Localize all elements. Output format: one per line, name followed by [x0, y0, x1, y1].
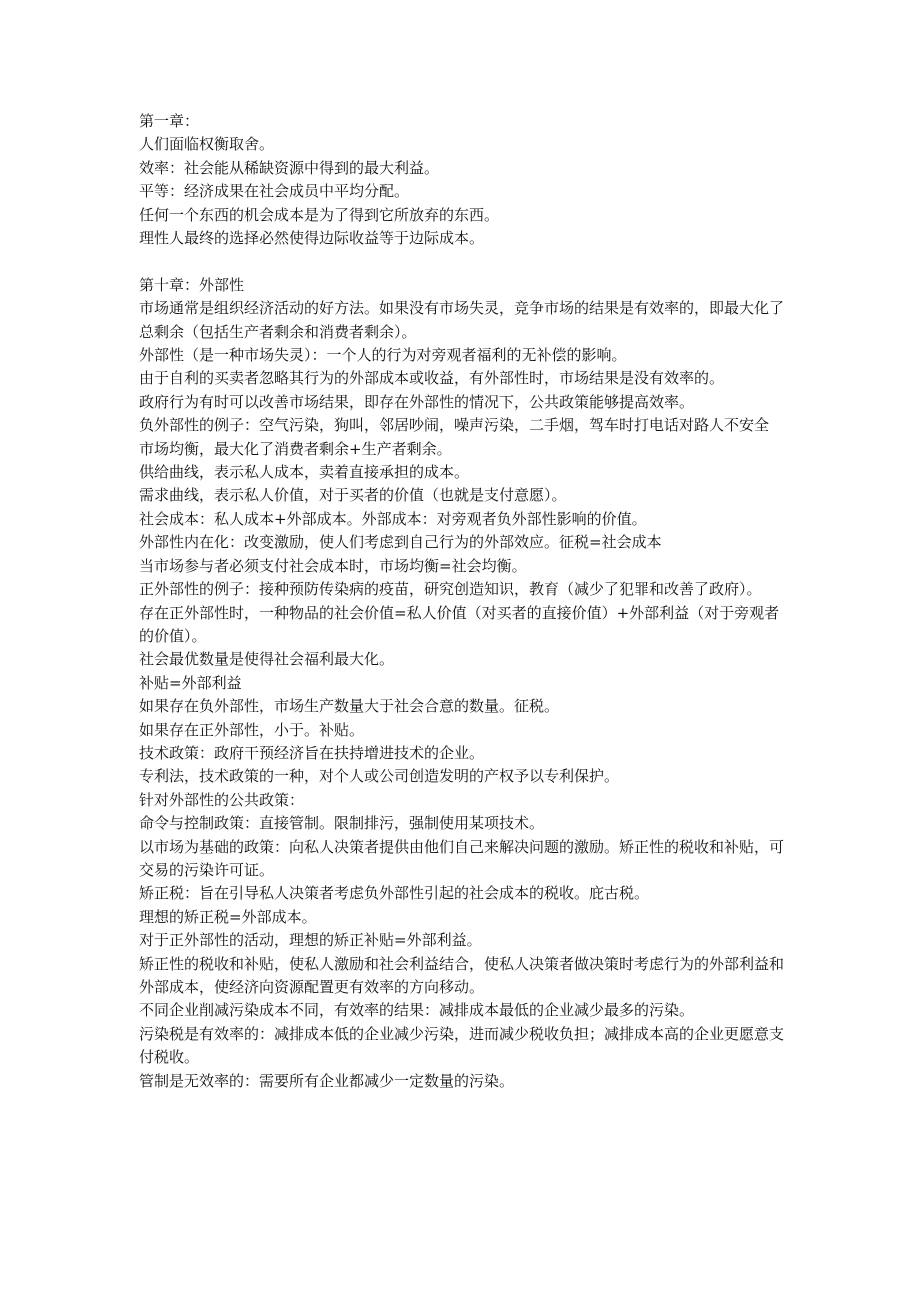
- chapter-10-line: 技术政策：政府干预经济旨在扶持增进技术的企业。: [139, 743, 485, 762]
- chapter-10-line: 矫正税：旨在引导私人决策者考虑负外部性引起的社会成本的税收。庇古税。: [139, 884, 650, 903]
- chapter-1-line: 理性人最终的选择必然使得边际收益等于边际成本。: [139, 229, 485, 248]
- document-body: [139, 110, 789, 1093]
- chapter-10-line: 需求曲线，表示私人价值，对于买者的价值（也就是支付意愿）。: [139, 486, 567, 505]
- chapter-1-line: 平等：经济成果在社会成员中平均分配。: [139, 182, 410, 201]
- chapter-10-line: 社会最优数量是使得社会福利最大化。: [139, 650, 395, 669]
- chapter-10-line: 市场均衡，最大化了消费者剩余+生产者剩余。: [139, 439, 452, 458]
- chapter-1-heading: 第一章：: [139, 112, 200, 130]
- chapter-10-line: 市场通常是组织经济活动的好方法。如果没有市场失灵，竞争市场的结果是有效率的，即最大化了总剩余（包括生产者剩余和消费者剩余）。: [139, 299, 785, 341]
- chapter-10-line: 由于自利的买卖者忽略其行为的外部成本或收益，有外部性时，市场结果是没有效率的。: [139, 369, 725, 388]
- chapter-10-line: 针对外部性的公共政策：: [139, 790, 305, 809]
- chapter-10-line: 专利法，技术政策的一种，对个人或公司创造发明的产权予以专利保护。: [139, 767, 620, 786]
- chapter-10-line: 补贴=外部利益: [139, 673, 242, 692]
- chapter-10-line: 供给曲线，表示私人成本，卖着直接承担的成本。: [139, 463, 470, 482]
- chapter-10-line: 管制是无效率的：需要所有企业都减少一定数量的污染。: [139, 1071, 515, 1090]
- chapter-10-line: 污染税是有效率的：减排成本低的企业减少污染，进而减少税收负担；减排成本高的企业更愿意支付税收。: [139, 1024, 785, 1067]
- chapter-10-line: 矫正性的税收和补贴，使私人激励和社会利益结合，使私人决策者做决策时考虑行为的外部利益和外部成本，使经济向资源配置更有效率的方向移动。: [139, 954, 785, 997]
- chapter-10-line: 存在正外部性时，一种物品的社会价值=私人价值（对买者的直接价值）+外部利益（对于旁观者的价值）。: [139, 603, 780, 645]
- chapter-10-line: 如果存在正外部性，小于。补贴。: [139, 720, 365, 739]
- section-spacer: [139, 250, 789, 273]
- chapter-10-line: 对于正外部性的活动，理想的矫正补贴=外部利益。: [139, 931, 482, 950]
- chapter-1-line: 人们面临权衡取舍。: [139, 135, 275, 154]
- chapter-10-line: 当市场参与者必须支付社会成本时，市场均衡=社会均衡。: [139, 556, 527, 575]
- chapter-10-line: 如果存在负外部性，市场生产数量大于社会合意的数量。征税。: [139, 697, 560, 716]
- chapter-10-line: 以市场为基础的政策：向私人决策者提供由他们自己来解决问题的激励。矫正性的税收和补贴，可交易的污染许可证。: [139, 837, 785, 879]
- chapter-10-line: 外部性内在化：改变激励，使人们考虑到自己行为的外部效应。征税=社会成本: [139, 533, 662, 552]
- chapter-10-line: 负外部性的例子：空气污染，狗叫，邻居吵闹，噪声污染，二手烟，驾车时打电话对路人不安全: [139, 416, 770, 435]
- chapter-10-line: 政府行为有时可以改善市场结果，即存在外部性的情况下，公共政策能够提高效率。: [139, 392, 695, 411]
- chapter-10-line: 社会成本：私人成本+外部成本。外部成本：对旁观者负外部性影响的价值。: [139, 509, 647, 528]
- chapter-1-line: 效率：社会能从稀缺资源中得到的最大利益。: [139, 158, 440, 177]
- chapter-10-line: 正外部性的例子：接种预防传染病的疫苗，研究创造知识，教育（减少了犯罪和改善了政府）。: [139, 580, 762, 599]
- chapter-10-heading: 第十章：外部性: [139, 275, 245, 294]
- chapter-10-line: 命令与控制政策：直接管制。限制排污，强制使用某项技术。: [139, 814, 545, 833]
- chapter-10-line: 不同企业削减污染成本不同，有效率的结果：减排成本最低的企业减少最多的污染。: [139, 1001, 695, 1020]
- chapter-10-line: 外部性（是一种市场失灵）：一个人的行为对旁观者福利的无补偿的影响。: [139, 346, 627, 365]
- chapter-1-line: 任何一个东西的机会成本是为了得到它所放弃的东西。: [139, 205, 500, 224]
- chapter-10-line: 理想的矫正税=外部成本。: [139, 907, 317, 926]
